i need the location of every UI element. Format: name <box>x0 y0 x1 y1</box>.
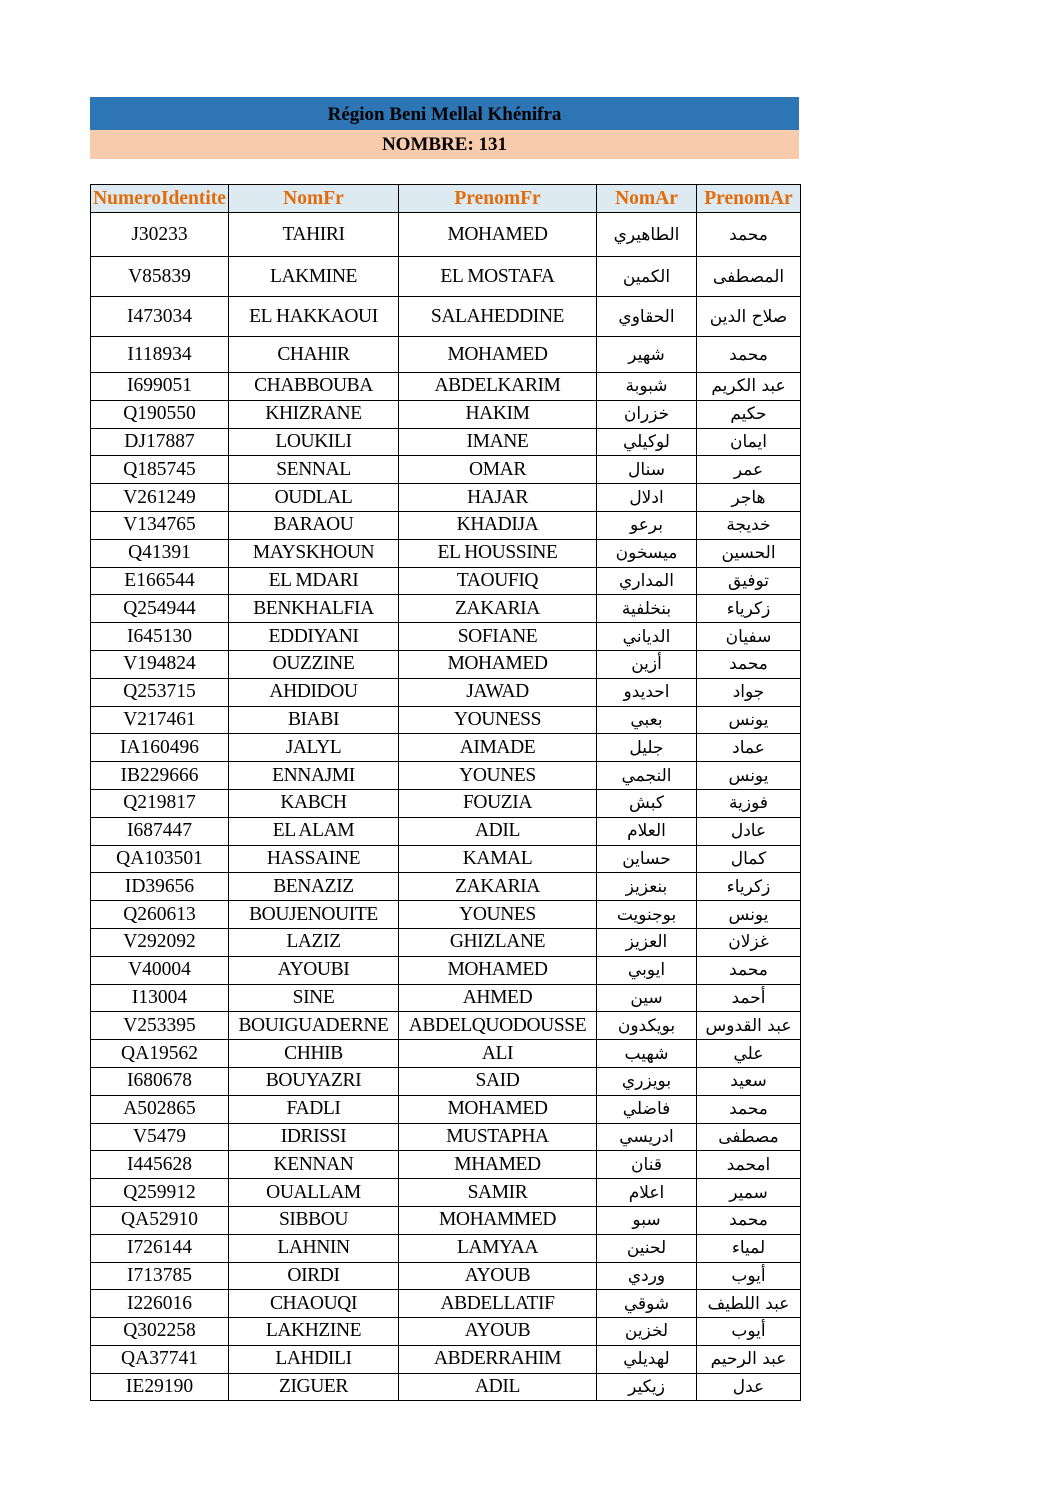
cell-nomfr: BOUIGUADERNE <box>229 1012 399 1040</box>
cell-nomar: بعبي <box>597 706 697 734</box>
table-row <box>91 984 801 1012</box>
col-header-prenomar: PrenomAr <box>697 185 801 213</box>
cell-nomar: النجمي <box>597 762 697 790</box>
table-row <box>91 1262 801 1290</box>
cell-prenomar: امحمد <box>697 1151 801 1179</box>
cell-nomar: خزران <box>597 400 697 428</box>
table-row <box>91 539 801 567</box>
cell-numero: Q219817 <box>91 789 229 817</box>
table-row <box>91 956 801 984</box>
cell-prenomfr: IMANE <box>399 428 597 456</box>
cell-prenomar: جواد <box>697 678 801 706</box>
cell-nomar: العزيز <box>597 928 697 956</box>
col-header-nomar: NomAr <box>597 185 697 213</box>
cell-nomar: بويكدون <box>597 1012 697 1040</box>
table-row <box>91 1151 801 1179</box>
cell-prenomar: عماد <box>697 734 801 762</box>
cell-numero: I713785 <box>91 1262 229 1290</box>
cell-prenomfr: ALI <box>399 1040 597 1068</box>
cell-prenomar: كمال <box>697 845 801 873</box>
cell-numero: V85839 <box>91 257 229 297</box>
cell-prenomar: عبد الرحيم <box>697 1345 801 1373</box>
cell-numero: QA19562 <box>91 1040 229 1068</box>
table-row <box>91 706 801 734</box>
cell-prenomar: أحمد <box>697 984 801 1012</box>
cell-nomfr: LAHDILI <box>229 1345 399 1373</box>
cell-prenomfr: MOHAMMED <box>399 1206 597 1234</box>
cell-nomfr: LAZIZ <box>229 928 399 956</box>
table-row <box>91 257 801 297</box>
table-body <box>91 213 801 1401</box>
col-header-nomfr: NomFr <box>229 185 399 213</box>
cell-prenomar: علي <box>697 1040 801 1068</box>
cell-numero: I680678 <box>91 1067 229 1095</box>
cell-nomar: زيكير <box>597 1373 697 1401</box>
cell-prenomfr: YOUNES <box>399 901 597 929</box>
cell-prenomfr: KAMAL <box>399 845 597 873</box>
col-header-prenomfr: PrenomFr <box>399 185 597 213</box>
cell-nomar: أزين <box>597 650 697 678</box>
cell-numero: I445628 <box>91 1151 229 1179</box>
cell-nomfr: BENAZIZ <box>229 873 399 901</box>
cell-prenomfr: AIMADE <box>399 734 597 762</box>
cell-numero: Q185745 <box>91 456 229 484</box>
cell-nomar: احديدو <box>597 678 697 706</box>
table-row <box>91 1095 801 1123</box>
cell-prenomfr: ADIL <box>399 1373 597 1401</box>
cell-numero: QA37741 <box>91 1345 229 1373</box>
cell-nomar: بنعزيز <box>597 873 697 901</box>
cell-nomfr: BENKHALFIA <box>229 595 399 623</box>
table-row <box>91 845 801 873</box>
cell-prenomfr: MOHAMED <box>399 956 597 984</box>
table-row <box>91 1179 801 1207</box>
cell-prenomfr: AHMED <box>399 984 597 1012</box>
table-row <box>91 456 801 484</box>
cell-nomfr: OUZZINE <box>229 650 399 678</box>
cell-prenomfr: ABDELQUODOUSSE <box>399 1012 597 1040</box>
cell-prenomfr: YOUNES <box>399 762 597 790</box>
cell-nomfr: AYOUBI <box>229 956 399 984</box>
cell-numero: I699051 <box>91 373 229 401</box>
region-title: Région Beni Mellal Khénifra <box>90 97 799 130</box>
cell-nomfr: LOUKILI <box>229 428 399 456</box>
cell-nomar: حساين <box>597 845 697 873</box>
cell-numero: Q41391 <box>91 539 229 567</box>
table-row <box>91 567 801 595</box>
cell-nomar: كبش <box>597 789 697 817</box>
cell-prenomfr: EL MOSTAFA <box>399 257 597 297</box>
table-row <box>91 789 801 817</box>
cell-numero: DJ17887 <box>91 428 229 456</box>
cell-prenomar: المصطفى <box>697 257 801 297</box>
table-row <box>91 1040 801 1068</box>
table-row <box>91 928 801 956</box>
cell-nomfr: LAKMINE <box>229 257 399 297</box>
cell-prenomfr: SOFIANE <box>399 623 597 651</box>
cell-prenomar: حكيم <box>697 400 801 428</box>
cell-prenomar: سفيان <box>697 623 801 651</box>
cell-prenomfr: SALAHEDDINE <box>399 297 597 337</box>
cell-prenomar: محمد <box>697 956 801 984</box>
cell-prenomfr: MOHAMED <box>399 337 597 373</box>
cell-nomfr: SIBBOU <box>229 1206 399 1234</box>
cell-nomar: سين <box>597 984 697 1012</box>
cell-prenomar: خديجة <box>697 511 801 539</box>
cell-prenomar: عبد القدوس <box>697 1012 801 1040</box>
cell-nomfr: KHIZRANE <box>229 400 399 428</box>
cell-numero: IA160496 <box>91 734 229 762</box>
cell-nomfr: JALYL <box>229 734 399 762</box>
table-row <box>91 337 801 373</box>
table-row <box>91 1012 801 1040</box>
cell-numero: E166544 <box>91 567 229 595</box>
cell-numero: I473034 <box>91 297 229 337</box>
cell-prenomar: صلاح الدين <box>697 297 801 337</box>
cell-nomar: سبو <box>597 1206 697 1234</box>
record-count: NOMBRE: 131 <box>90 130 799 159</box>
cell-prenomar: محمد <box>697 213 801 257</box>
cell-prenomfr: ABDELKARIM <box>399 373 597 401</box>
cell-numero: Q259912 <box>91 1179 229 1207</box>
cell-nomfr: CHAHIR <box>229 337 399 373</box>
cell-prenomfr: HAJAR <box>399 484 597 512</box>
cell-numero: QA52910 <box>91 1206 229 1234</box>
cell-nomar: فاضلي <box>597 1095 697 1123</box>
table-row <box>91 297 801 337</box>
cell-numero: Q190550 <box>91 400 229 428</box>
cell-nomfr: ENNAJMI <box>229 762 399 790</box>
cell-numero: IE29190 <box>91 1373 229 1401</box>
table-row <box>91 623 801 651</box>
cell-nomfr: OUDLAL <box>229 484 399 512</box>
table-row <box>91 1373 801 1401</box>
cell-numero: I687447 <box>91 817 229 845</box>
cell-nomfr: CHHIB <box>229 1040 399 1068</box>
cell-nomar: قنان <box>597 1151 697 1179</box>
cell-numero: IB229666 <box>91 762 229 790</box>
cell-prenomar: أيوب <box>697 1262 801 1290</box>
table-row <box>91 734 801 762</box>
cell-nomar: ميسخون <box>597 539 697 567</box>
cell-prenomar: توفيق <box>697 567 801 595</box>
cell-prenomar: يونس <box>697 706 801 734</box>
sheet-header <box>90 97 799 159</box>
cell-nomfr: EL HAKKAOUI <box>229 297 399 337</box>
cell-nomfr: BOUJENOUITE <box>229 901 399 929</box>
cell-numero: A502865 <box>91 1095 229 1123</box>
cell-numero: I226016 <box>91 1290 229 1318</box>
table-header-row <box>91 185 801 213</box>
cell-nomfr: SINE <box>229 984 399 1012</box>
cell-prenomar: زكرياء <box>697 873 801 901</box>
cell-prenomfr: KHADIJA <box>399 511 597 539</box>
table-row <box>91 762 801 790</box>
cell-numero: V253395 <box>91 1012 229 1040</box>
cell-nomar: شهيب <box>597 1040 697 1068</box>
cell-nomar: الكمين <box>597 257 697 297</box>
identity-table <box>90 184 801 1401</box>
cell-nomar: العلام <box>597 817 697 845</box>
cell-prenomfr: SAID <box>399 1067 597 1095</box>
cell-prenomfr: AYOUB <box>399 1318 597 1346</box>
cell-numero: V194824 <box>91 650 229 678</box>
cell-prenomar: لمياء <box>697 1234 801 1262</box>
cell-nomar: لحنين <box>597 1234 697 1262</box>
cell-numero: I118934 <box>91 337 229 373</box>
cell-prenomar: محمد <box>697 1095 801 1123</box>
table-row <box>91 817 801 845</box>
table-row <box>91 1067 801 1095</box>
cell-prenomar: محمد <box>697 337 801 373</box>
cell-prenomfr: SAMIR <box>399 1179 597 1207</box>
cell-prenomar: عادل <box>697 817 801 845</box>
cell-prenomfr: ABDERRAHIM <box>399 1345 597 1373</box>
cell-prenomfr: EL HOUSSINE <box>399 539 597 567</box>
cell-prenomar: يونس <box>697 901 801 929</box>
cell-nomfr: BIABI <box>229 706 399 734</box>
cell-prenomar: هاجر <box>697 484 801 512</box>
cell-nomfr: SENNAL <box>229 456 399 484</box>
table-row <box>91 901 801 929</box>
cell-nomfr: CHABBOUBA <box>229 373 399 401</box>
cell-prenomfr: ZAKARIA <box>399 873 597 901</box>
cell-nomfr: CHAOUQI <box>229 1290 399 1318</box>
cell-numero: Q260613 <box>91 901 229 929</box>
cell-prenomfr: MOHAMED <box>399 213 597 257</box>
cell-nomfr: TAHIRI <box>229 213 399 257</box>
cell-nomar: وردي <box>597 1262 697 1290</box>
cell-nomfr: AHDIDOU <box>229 678 399 706</box>
cell-numero: I726144 <box>91 1234 229 1262</box>
cell-prenomar: عمر <box>697 456 801 484</box>
table-row <box>91 873 801 901</box>
col-header-numero: NumeroIdentite <box>91 185 229 213</box>
cell-prenomfr: YOUNESS <box>399 706 597 734</box>
table-row <box>91 678 801 706</box>
cell-prenomar: محمد <box>697 650 801 678</box>
cell-numero: V5479 <box>91 1123 229 1151</box>
cell-nomar: بوجنويت <box>597 901 697 929</box>
cell-nomar: ادلال <box>597 484 697 512</box>
table-row <box>91 1345 801 1373</box>
cell-prenomar: مصطفى <box>697 1123 801 1151</box>
cell-numero: I645130 <box>91 623 229 651</box>
table-row <box>91 1206 801 1234</box>
cell-numero: J30233 <box>91 213 229 257</box>
cell-numero: V217461 <box>91 706 229 734</box>
table-row <box>91 400 801 428</box>
cell-nomar: برعو <box>597 511 697 539</box>
cell-numero: V40004 <box>91 956 229 984</box>
cell-prenomfr: MOHAMED <box>399 650 597 678</box>
cell-nomar: جليل <box>597 734 697 762</box>
table-row <box>91 595 801 623</box>
cell-prenomfr: AYOUB <box>399 1262 597 1290</box>
cell-prenomfr: ZAKARIA <box>399 595 597 623</box>
cell-prenomar: عبد الكريم <box>697 373 801 401</box>
table-row <box>91 213 801 257</box>
cell-nomar: المداري <box>597 567 697 595</box>
cell-prenomfr: TAOUFIQ <box>399 567 597 595</box>
cell-nomar: شبوبة <box>597 373 697 401</box>
cell-nomfr: ZIGUER <box>229 1373 399 1401</box>
cell-nomar: سنال <box>597 456 697 484</box>
cell-nomfr: EL MDARI <box>229 567 399 595</box>
cell-prenomfr: ABDELLATIF <box>399 1290 597 1318</box>
cell-prenomar: ايمان <box>697 428 801 456</box>
cell-numero: V292092 <box>91 928 229 956</box>
table-row <box>91 428 801 456</box>
table-row <box>91 511 801 539</box>
cell-nomfr: EDDIYANI <box>229 623 399 651</box>
table-row <box>91 373 801 401</box>
cell-nomfr: KABCH <box>229 789 399 817</box>
table-row <box>91 650 801 678</box>
table-row <box>91 484 801 512</box>
cell-nomfr: OIRDI <box>229 1262 399 1290</box>
cell-nomar: شوقي <box>597 1290 697 1318</box>
cell-prenomfr: MOHAMED <box>399 1095 597 1123</box>
cell-nomfr: KENNAN <box>229 1151 399 1179</box>
cell-nomfr: BARAOU <box>229 511 399 539</box>
cell-prenomfr: MUSTAPHA <box>399 1123 597 1151</box>
cell-prenomar: محمد <box>697 1206 801 1234</box>
cell-nomar: ايوبي <box>597 956 697 984</box>
cell-nomar: لخزين <box>597 1318 697 1346</box>
cell-prenomar: فوزية <box>697 789 801 817</box>
cell-nomfr: LAKHZINE <box>229 1318 399 1346</box>
cell-numero: ID39656 <box>91 873 229 901</box>
table-row <box>91 1123 801 1151</box>
cell-nomfr: OUALLAM <box>229 1179 399 1207</box>
cell-prenomar: عدل <box>697 1373 801 1401</box>
cell-prenomar: عبد اللطيف <box>697 1290 801 1318</box>
cell-prenomfr: ADIL <box>399 817 597 845</box>
cell-prenomar: غزلان <box>697 928 801 956</box>
cell-prenomar: سمير <box>697 1179 801 1207</box>
table-row <box>91 1318 801 1346</box>
table-row <box>91 1234 801 1262</box>
cell-nomfr: FADLI <box>229 1095 399 1123</box>
cell-numero: QA103501 <box>91 845 229 873</box>
cell-numero: Q253715 <box>91 678 229 706</box>
cell-prenomfr: FOUZIA <box>399 789 597 817</box>
cell-nomfr: MAYSKHOUN <box>229 539 399 567</box>
cell-nomar: اعلام <box>597 1179 697 1207</box>
cell-nomfr: HASSAINE <box>229 845 399 873</box>
cell-numero: Q254944 <box>91 595 229 623</box>
cell-prenomfr: OMAR <box>399 456 597 484</box>
cell-prenomfr: JAWAD <box>399 678 597 706</box>
cell-prenomar: الحسين <box>697 539 801 567</box>
cell-numero: V134765 <box>91 511 229 539</box>
cell-prenomar: أيوب <box>697 1318 801 1346</box>
cell-nomar: بنخلفية <box>597 595 697 623</box>
cell-nomar: الدياني <box>597 623 697 651</box>
cell-numero: I13004 <box>91 984 229 1012</box>
cell-nomar: لوكيلي <box>597 428 697 456</box>
cell-prenomar: سعيد <box>697 1067 801 1095</box>
cell-nomar: الطاهيري <box>597 213 697 257</box>
cell-prenomfr: HAKIM <box>399 400 597 428</box>
cell-numero: Q302258 <box>91 1318 229 1346</box>
cell-prenomfr: MHAMED <box>399 1151 597 1179</box>
cell-nomar: لهديلي <box>597 1345 697 1373</box>
table-row <box>91 1290 801 1318</box>
cell-nomfr: IDRISSI <box>229 1123 399 1151</box>
cell-prenomfr: LAMYAA <box>399 1234 597 1262</box>
cell-nomar: بويزري <box>597 1067 697 1095</box>
cell-nomfr: EL ALAM <box>229 817 399 845</box>
cell-numero: V261249 <box>91 484 229 512</box>
cell-nomfr: BOUYAZRI <box>229 1067 399 1095</box>
cell-nomar: شهير <box>597 337 697 373</box>
cell-prenomar: زكرياء <box>697 595 801 623</box>
cell-nomfr: LAHNIN <box>229 1234 399 1262</box>
cell-nomar: ادريسي <box>597 1123 697 1151</box>
cell-nomar: الحقاوي <box>597 297 697 337</box>
cell-prenomfr: GHIZLANE <box>399 928 597 956</box>
cell-prenomar: يونس <box>697 762 801 790</box>
